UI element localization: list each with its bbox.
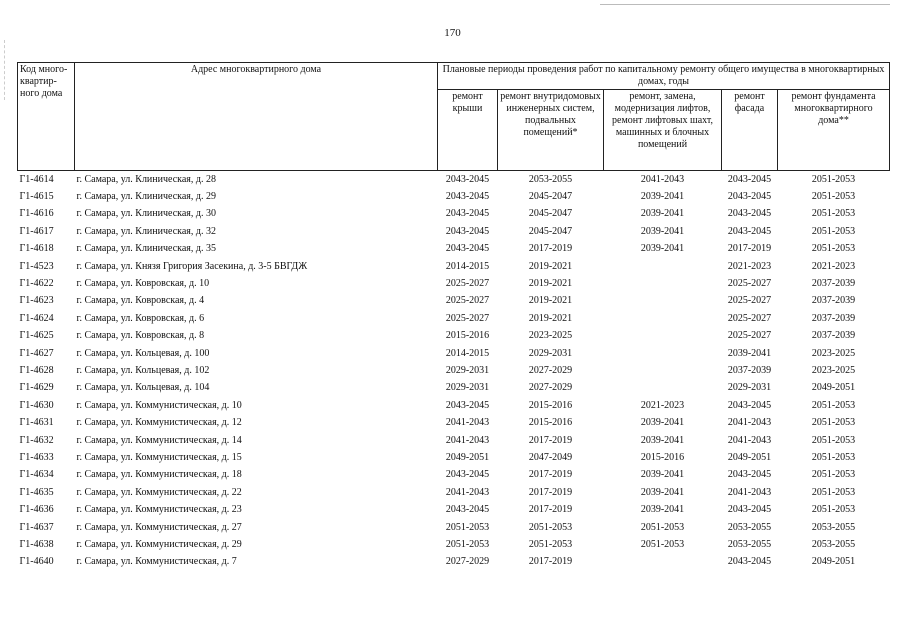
table-row xyxy=(18,275,890,292)
cell-elevators: 2041-2043 xyxy=(640,173,685,185)
cell-code: Г1-4633 xyxy=(19,451,54,463)
cell-systems: 2029-2031 xyxy=(528,347,573,359)
cell-elevators: 2039-2041 xyxy=(640,417,685,429)
cell-code: Г1-4622 xyxy=(19,278,54,290)
cell-address: г. Самара, ул. Коммунистическая, д. 12 xyxy=(76,417,242,429)
table-row xyxy=(18,345,890,362)
cell-roof: 2025-2027 xyxy=(445,278,490,290)
table-row xyxy=(18,484,890,501)
cell-roof: 2029-2031 xyxy=(445,382,490,394)
cell-facade: 2043-2045 xyxy=(727,225,772,237)
cell-systems: 2051-2053 xyxy=(528,521,573,533)
header-code: Код много-квартир-ного дома xyxy=(18,63,75,171)
cell-address: г. Самара, ул. Клиническая, д. 30 xyxy=(76,208,216,220)
cell-address: г. Самара, ул. Коммунистическая, д. 27 xyxy=(76,521,242,533)
cell-address: г. Самара, ул. Ковровская, д. 10 xyxy=(76,278,210,290)
cell-elevators: 2039-2041 xyxy=(640,191,685,203)
cell-elevators xyxy=(604,345,722,362)
cell-elevators xyxy=(604,554,722,571)
cell-facade: 2039-2041 xyxy=(727,347,772,359)
cell-roof: 2043-2045 xyxy=(445,225,490,237)
cell-foundation: 2037-2039 xyxy=(811,295,856,307)
cell-facade: 2043-2045 xyxy=(727,173,772,185)
cell-facade: 2025-2027 xyxy=(727,312,772,324)
cell-elevators: 2039-2041 xyxy=(640,208,685,220)
cell-systems: 2019-2021 xyxy=(528,312,573,324)
cell-foundation: 2023-2025 xyxy=(811,364,856,376)
cell-foundation: 2051-2053 xyxy=(811,173,856,185)
table-row xyxy=(18,380,890,397)
cell-foundation: 2051-2053 xyxy=(811,451,856,463)
cell-address: г. Самара, ул. Кольцевая, д. 100 xyxy=(76,347,210,359)
cell-elevators: 2021-2023 xyxy=(640,399,685,411)
cell-systems: 2027-2029 xyxy=(528,364,573,376)
cell-systems: 2019-2021 xyxy=(528,295,573,307)
cell-roof: 2051-2053 xyxy=(445,521,490,533)
table-row xyxy=(18,328,890,345)
capital-repair-schedule-table xyxy=(17,62,890,571)
cell-address: г. Самара, ул. Клиническая, д. 32 xyxy=(76,225,216,237)
cell-foundation: 2037-2039 xyxy=(811,278,856,290)
cell-roof: 2051-2053 xyxy=(445,538,490,550)
cell-elevators xyxy=(604,310,722,327)
cell-elevators: 2039-2041 xyxy=(640,469,685,481)
cell-facade: 2017-2019 xyxy=(727,243,772,255)
cell-code: Г1-4629 xyxy=(19,382,54,394)
table-row xyxy=(18,258,890,275)
cell-facade: 2043-2045 xyxy=(727,556,772,568)
cell-code: Г1-4614 xyxy=(19,173,54,185)
cell-foundation: 2037-2039 xyxy=(811,330,856,342)
table-row xyxy=(18,519,890,536)
cell-code: Г1-4523 xyxy=(19,260,54,272)
cell-facade: 2053-2055 xyxy=(727,538,772,550)
scan-edge-mark xyxy=(4,40,7,100)
cell-roof: 2043-2045 xyxy=(445,191,490,203)
cell-elevators xyxy=(604,275,722,292)
cell-elevators: 2039-2041 xyxy=(640,225,685,237)
cell-facade: 2049-2051 xyxy=(727,451,772,463)
cell-systems: 2017-2019 xyxy=(528,243,573,255)
cell-address: г. Самара, ул. Коммунистическая, д. 7 xyxy=(76,556,237,568)
cell-address: г. Самара, ул. Коммунистическая, д. 15 xyxy=(76,451,242,463)
cell-systems: 2019-2021 xyxy=(528,260,573,272)
table-row xyxy=(18,501,890,518)
cell-code: Г1-4640 xyxy=(19,556,54,568)
cell-systems: 2015-2016 xyxy=(528,417,573,429)
cell-address: г. Самара, ул. Ковровская, д. 6 xyxy=(76,312,205,324)
cell-foundation: 2049-2051 xyxy=(811,382,856,394)
cell-facade: 2043-2045 xyxy=(727,208,772,220)
cell-code: Г1-4615 xyxy=(19,191,54,203)
cell-address: г. Самара, ул. Кольцевая, д. 104 xyxy=(76,382,210,394)
cell-foundation: 2049-2051 xyxy=(811,556,856,568)
cell-code: Г1-4636 xyxy=(19,504,54,516)
header-periods-group: Плановые периоды проведения работ по капитальному ремонту общего имущества в многоквартирных домах, годы xyxy=(438,63,890,90)
cell-address: г. Самара, ул. Ковровская, д. 4 xyxy=(76,295,205,307)
table-body xyxy=(18,171,890,571)
table-row xyxy=(18,362,890,379)
cell-elevators: 2051-2053 xyxy=(640,521,685,533)
cell-address: г. Самара, ул. Коммунистическая, д. 29 xyxy=(76,538,242,550)
cell-foundation: 2037-2039 xyxy=(811,312,856,324)
cell-foundation: 2051-2053 xyxy=(811,191,856,203)
cell-systems: 2051-2053 xyxy=(528,538,573,550)
cell-roof: 2043-2045 xyxy=(445,208,490,220)
cell-roof: 2015-2016 xyxy=(445,330,490,342)
cell-foundation: 2023-2025 xyxy=(811,347,856,359)
cell-code: Г1-4625 xyxy=(19,330,54,342)
cell-code: Г1-4638 xyxy=(19,538,54,550)
table-row xyxy=(18,241,890,258)
cell-systems: 2027-2029 xyxy=(528,382,573,394)
cell-facade: 2043-2045 xyxy=(727,191,772,203)
cell-elevators xyxy=(604,362,722,379)
cell-facade: 2029-2031 xyxy=(727,382,772,394)
cell-address: г. Самара, ул. Князя Григория Засекина, д. 3-5 БВГДЖ xyxy=(76,260,308,272)
cell-systems: 2047-2049 xyxy=(528,451,573,463)
header-roof: ремонт крыши xyxy=(438,90,498,171)
cell-facade: 2021-2023 xyxy=(727,260,772,272)
cell-code: Г1-4617 xyxy=(19,225,54,237)
cell-code: Г1-4634 xyxy=(19,469,54,481)
cell-address: г. Самара, ул. Коммунистическая, д. 22 xyxy=(76,486,242,498)
cell-elevators xyxy=(604,328,722,345)
cell-facade: 2041-2043 xyxy=(727,434,772,446)
cell-systems: 2017-2019 xyxy=(528,434,573,446)
cell-foundation: 2051-2053 xyxy=(811,243,856,255)
cell-facade: 2025-2027 xyxy=(727,278,772,290)
table-row xyxy=(18,171,890,189)
table-row xyxy=(18,293,890,310)
cell-systems: 2019-2021 xyxy=(528,278,573,290)
table-row xyxy=(18,310,890,327)
cell-address: г. Самара, ул. Клиническая, д. 35 xyxy=(76,243,216,255)
cell-elevators: 2039-2041 xyxy=(640,504,685,516)
cell-facade: 2025-2027 xyxy=(727,295,772,307)
cell-address: г. Самара, ул. Клиническая, д. 29 xyxy=(76,191,216,203)
cell-code: Г1-4623 xyxy=(19,295,54,307)
header-address: Адрес многоквартирного дома xyxy=(75,63,438,171)
cell-facade: 2053-2055 xyxy=(727,521,772,533)
cell-systems: 2023-2025 xyxy=(528,330,573,342)
cell-elevators: 2039-2041 xyxy=(640,243,685,255)
cell-elevators xyxy=(604,258,722,275)
cell-roof: 2049-2051 xyxy=(445,451,490,463)
cell-systems: 2017-2019 xyxy=(528,504,573,516)
table-row xyxy=(18,414,890,431)
cell-address: г. Самара, ул. Коммунистическая, д. 14 xyxy=(76,434,242,446)
cell-elevators: 2039-2041 xyxy=(640,434,685,446)
cell-roof: 2043-2045 xyxy=(445,173,490,185)
cell-address: г. Самара, ул. Ковровская, д. 8 xyxy=(76,330,205,342)
cell-systems: 2017-2019 xyxy=(528,556,573,568)
cell-roof: 2041-2043 xyxy=(445,434,490,446)
table-row xyxy=(18,188,890,205)
cell-elevators: 2051-2053 xyxy=(640,538,685,550)
cell-code: Г1-4624 xyxy=(19,312,54,324)
cell-roof: 2014-2015 xyxy=(445,260,490,272)
cell-address: г. Самара, ул. Коммунистическая, д. 10 xyxy=(76,399,242,411)
cell-foundation: 2051-2053 xyxy=(811,208,856,220)
cell-roof: 2043-2045 xyxy=(445,243,490,255)
cell-roof: 2043-2045 xyxy=(445,399,490,411)
top-rule xyxy=(600,4,890,5)
cell-elevators: 2015-2016 xyxy=(640,451,685,463)
cell-systems: 2045-2047 xyxy=(528,191,573,203)
cell-systems: 2053-2055 xyxy=(528,173,573,185)
cell-foundation: 2051-2053 xyxy=(811,469,856,481)
table-row xyxy=(18,554,890,571)
table-row xyxy=(18,432,890,449)
cell-roof: 2029-2031 xyxy=(445,364,490,376)
cell-facade: 2043-2045 xyxy=(727,399,772,411)
cell-code: Г1-4632 xyxy=(19,434,54,446)
cell-systems: 2045-2047 xyxy=(528,208,573,220)
cell-facade: 2041-2043 xyxy=(727,486,772,498)
header-facade: ремонт фасада xyxy=(722,90,778,171)
cell-code: Г1-4627 xyxy=(19,347,54,359)
cell-roof: 2027-2029 xyxy=(445,556,490,568)
cell-foundation: 2051-2053 xyxy=(811,486,856,498)
cell-address: г. Самара, ул. Клиническая, д. 28 xyxy=(76,173,216,185)
cell-code: Г1-4616 xyxy=(19,208,54,220)
cell-roof: 2043-2045 xyxy=(445,504,490,516)
cell-code: Г1-4637 xyxy=(19,521,54,533)
cell-roof: 2014-2015 xyxy=(445,347,490,359)
cell-address: г. Самара, ул. Коммунистическая, д. 18 xyxy=(76,469,242,481)
cell-systems: 2045-2047 xyxy=(528,225,573,237)
table-row xyxy=(18,536,890,553)
header-foundation: ремонт фундамента многоквартирного дома** xyxy=(778,90,890,171)
cell-code: Г1-4630 xyxy=(19,399,54,411)
cell-foundation: 2051-2053 xyxy=(811,225,856,237)
cell-code: Г1-4618 xyxy=(19,243,54,255)
cell-elevators: 2039-2041 xyxy=(640,486,685,498)
cell-code: Г1-4635 xyxy=(19,486,54,498)
cell-roof: 2041-2043 xyxy=(445,486,490,498)
cell-elevators xyxy=(604,380,722,397)
cell-code: Г1-4631 xyxy=(19,417,54,429)
cell-elevators xyxy=(604,293,722,310)
cell-foundation: 2051-2053 xyxy=(811,399,856,411)
table-row xyxy=(18,206,890,223)
header-systems: ремонт внутридомовых инженерных систем, подвальных помещений* xyxy=(498,90,604,171)
cell-roof: 2025-2027 xyxy=(445,312,490,324)
cell-facade: 2043-2045 xyxy=(727,504,772,516)
header-elevators: ремонт, замена, модернизация лифтов, ремонт лифтовых шахт, машинных и блочных помещений xyxy=(604,90,722,171)
cell-facade: 2025-2027 xyxy=(727,330,772,342)
cell-foundation: 2021-2023 xyxy=(811,260,856,272)
cell-address: г. Самара, ул. Кольцевая, д. 102 xyxy=(76,364,210,376)
table-row xyxy=(18,397,890,414)
cell-foundation: 2053-2055 xyxy=(811,538,856,550)
cell-foundation: 2051-2053 xyxy=(811,434,856,446)
cell-foundation: 2053-2055 xyxy=(811,521,856,533)
cell-facade: 2041-2043 xyxy=(727,417,772,429)
cell-address: г. Самара, ул. Коммунистическая, д. 23 xyxy=(76,504,242,516)
cell-roof: 2025-2027 xyxy=(445,295,490,307)
cell-systems: 2017-2019 xyxy=(528,486,573,498)
cell-foundation: 2051-2053 xyxy=(811,417,856,429)
page-number: 170 xyxy=(444,27,461,39)
cell-systems: 2017-2019 xyxy=(528,469,573,481)
cell-facade: 2037-2039 xyxy=(727,364,772,376)
cell-systems: 2015-2016 xyxy=(528,399,573,411)
cell-roof: 2043-2045 xyxy=(445,469,490,481)
table-row xyxy=(18,467,890,484)
cell-code: Г1-4628 xyxy=(19,364,54,376)
table-row xyxy=(18,449,890,466)
cell-foundation: 2051-2053 xyxy=(811,504,856,516)
cell-facade: 2043-2045 xyxy=(727,469,772,481)
cell-roof: 2041-2043 xyxy=(445,417,490,429)
table-row xyxy=(18,223,890,240)
